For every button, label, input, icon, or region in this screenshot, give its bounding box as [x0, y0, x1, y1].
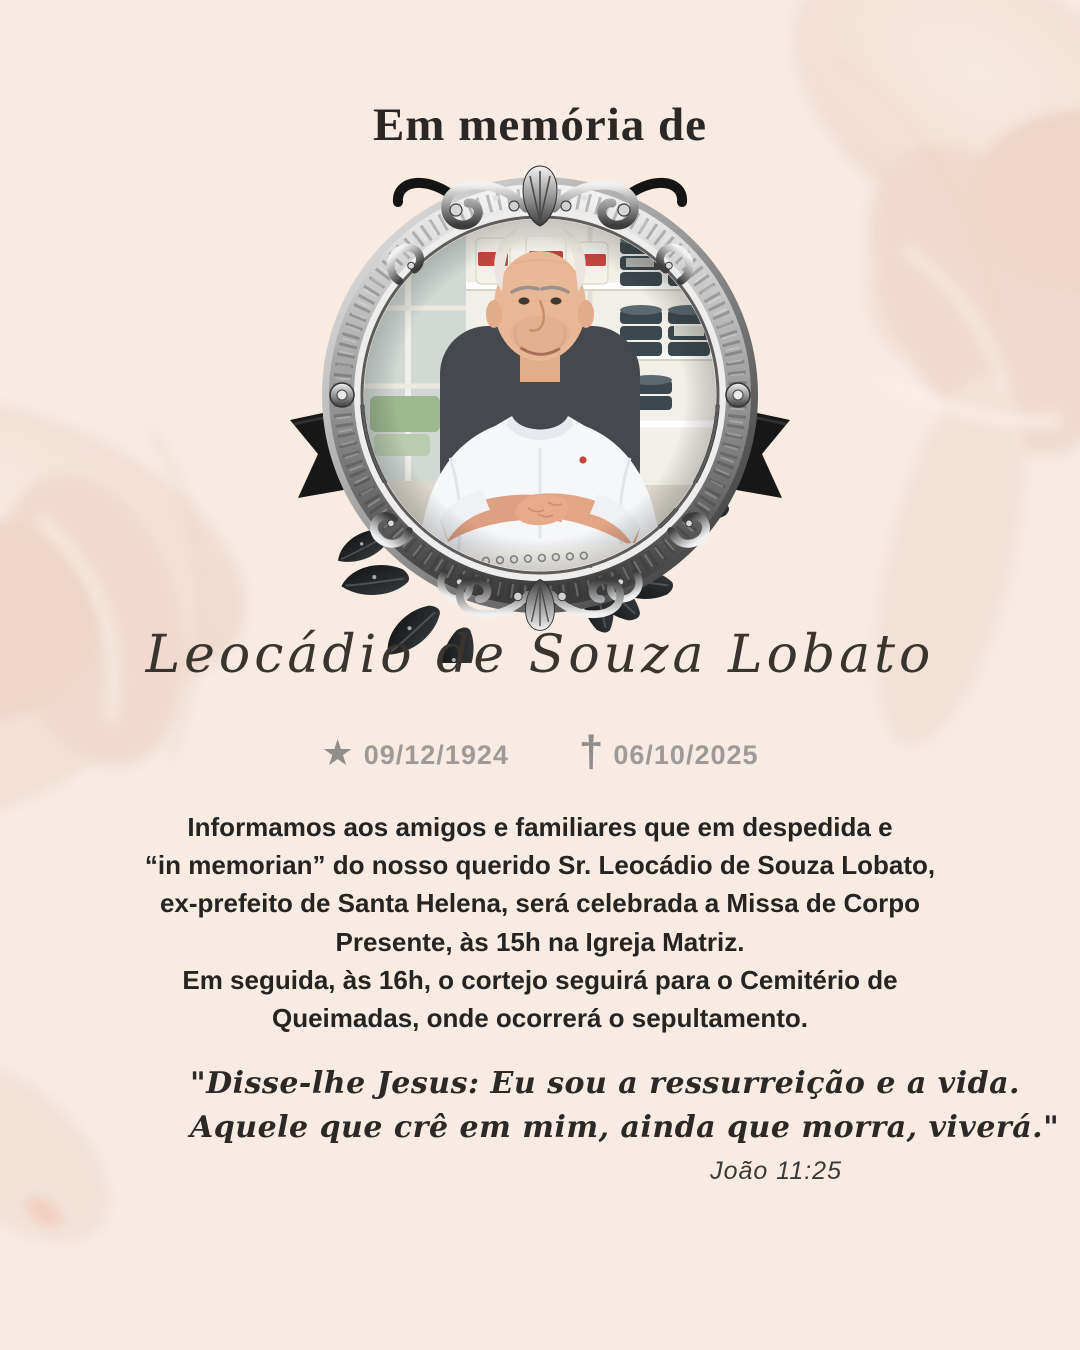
- death-date-text: 06/10/2025: [613, 739, 759, 770]
- announcement-line: Presente, às 15h na Igreja Matriz.: [335, 926, 745, 957]
- birth-date: [321, 732, 509, 773]
- flower-left: [0, 337, 289, 885]
- dates-row: [0, 727, 1080, 777]
- page-title: Em memória de: [372, 99, 708, 151]
- petal-bottom-left: [0, 1022, 142, 1277]
- quote-line: Aquele que crê em mim, ainda que morra, viverá.": [190, 1109, 1060, 1145]
- ornate-frame-graphic: [290, 158, 790, 663]
- scripture-quote: [190, 1062, 1060, 1189]
- star-icon: ★: [321, 732, 354, 773]
- announcement-line: Informamos aos amigos e familiares que em despedida e: [187, 812, 893, 842]
- birth-date-text: 09/12/1924: [363, 739, 509, 770]
- death-date: [578, 727, 759, 777]
- portrait-frame: [290, 158, 790, 663]
- quote-reference: João 11:25: [710, 1157, 842, 1185]
- announcement-line: ex-prefeito de Santa Helena, será celebrada a Missa de Corpo: [159, 888, 921, 919]
- cross-icon: †: [578, 727, 604, 776]
- deceased-name: Leocádio de Souza Lobato: [145, 625, 935, 685]
- quote-line: "Disse-lhe Jesus: Eu sou a ressurreição e a vida.: [190, 1066, 1020, 1101]
- announcement-text: [70, 808, 1010, 1037]
- announcement-line: Em seguida, às 16h, o cortejo seguirá para o Cemitério de: [182, 964, 898, 995]
- announcement-line: “in memorian” do nosso querido Sr. Leocádio de Souza Lobato,: [144, 850, 936, 881]
- announcement-line: Queimadas, onde ocorrerá o sepultamento.: [271, 1003, 809, 1034]
